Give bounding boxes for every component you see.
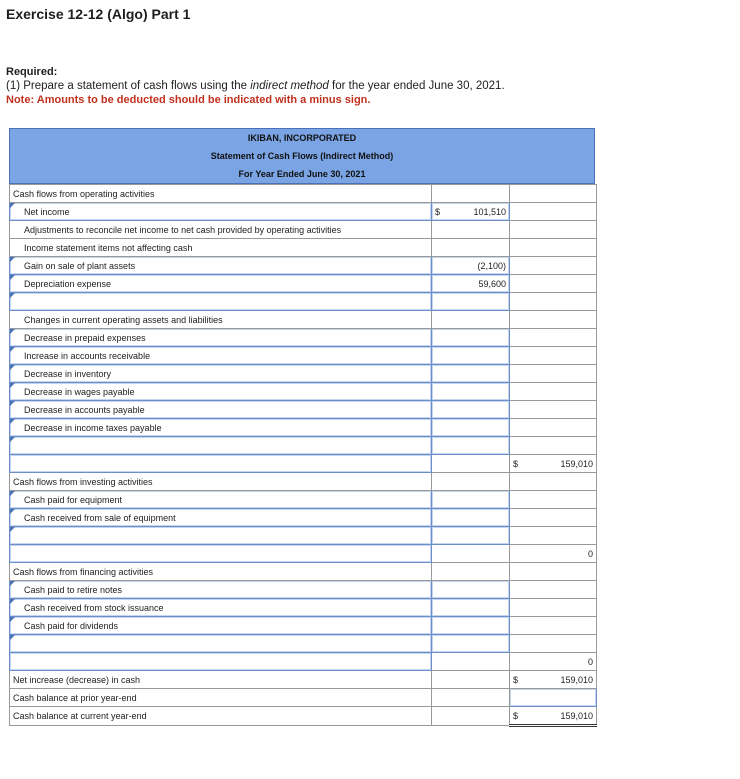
table-row [10, 455, 597, 473]
gain-label[interactable]: Gain on sale of plant assets [10, 257, 432, 275]
table-row [10, 239, 597, 257]
operating-total-amount: $ 159,010 [510, 455, 597, 473]
statement-period: For Year Ended June 30, 2021 [238, 169, 366, 179]
net-income-label[interactable]: Net income [10, 203, 432, 221]
prepaid-label[interactable]: Decrease in prepaid expenses [10, 329, 432, 347]
exercise-title: Exercise 12-12 (Algo) Part 1 [6, 6, 191, 22]
prior-balance-label: Cash balance at prior year-end [10, 689, 432, 707]
investing-header: Cash flows from investing activities [10, 473, 432, 491]
paid-equipment-label[interactable]: Cash paid for equipment [10, 491, 432, 509]
table-row [10, 491, 597, 509]
table-row [10, 689, 597, 707]
table-row [10, 365, 597, 383]
table-row [10, 581, 597, 599]
table-row [10, 509, 597, 527]
retire-notes-amount[interactable] [432, 581, 510, 599]
investing-total-label[interactable] [10, 545, 432, 563]
financing-header: Cash flows from financing activities [10, 563, 432, 581]
paid-equipment-amount[interactable] [432, 491, 510, 509]
income-items-label: Income statement items not affecting cash [10, 239, 432, 257]
table-row [10, 401, 597, 419]
retire-notes-label[interactable]: Cash paid to retire notes [10, 581, 432, 599]
prepaid-amount[interactable] [432, 329, 510, 347]
receivable-amount[interactable] [432, 347, 510, 365]
table-row [10, 707, 597, 726]
net-increase-amount: $ 159,010 [510, 671, 597, 689]
taxes-label[interactable]: Decrease in income taxes payable [10, 419, 432, 437]
table-row [10, 275, 597, 293]
receivable-label[interactable]: Increase in accounts receivable [10, 347, 432, 365]
required-label: Required: [6, 66, 58, 78]
wages-amount[interactable] [432, 383, 510, 401]
table-row [10, 635, 597, 653]
table-row [10, 563, 597, 581]
statement-table [9, 184, 597, 727]
inventory-label[interactable]: Decrease in inventory [10, 365, 432, 383]
table-row [10, 419, 597, 437]
wages-label[interactable]: Decrease in wages payable [10, 383, 432, 401]
changes-label: Changes in current operating assets and liabilities [10, 311, 432, 329]
statement-title: Statement of Cash Flows (Indirect Method) [210, 151, 394, 161]
table-row [10, 437, 597, 455]
empty-label-input[interactable] [10, 437, 432, 455]
payable-label[interactable]: Decrease in accounts payable [10, 401, 432, 419]
current-balance-amount: $ 159,010 [510, 707, 597, 726]
table-row [10, 599, 597, 617]
dividends-amount[interactable] [432, 617, 510, 635]
stock-issuance-label[interactable]: Cash received from stock issuance [10, 599, 432, 617]
table-row [10, 383, 597, 401]
table-row [10, 653, 597, 671]
table-row [10, 203, 597, 221]
prior-balance-amount[interactable] [510, 689, 597, 707]
stock-issuance-amount[interactable] [432, 599, 510, 617]
instruction-method: indirect method [250, 80, 329, 92]
empty-label-input[interactable] [10, 527, 432, 545]
investing-total-amount: 0 [510, 545, 597, 563]
empty-label-input[interactable] [10, 635, 432, 653]
current-balance-label: Cash balance at current year-end [10, 707, 432, 726]
dividends-label[interactable]: Cash paid for dividends [10, 617, 432, 635]
empty-label-input[interactable] [10, 293, 432, 311]
received-equipment-amount[interactable] [432, 509, 510, 527]
table-row [10, 347, 597, 365]
table-row [10, 257, 597, 275]
depreciation-label[interactable]: Depreciation expense [10, 275, 432, 293]
table-row [10, 545, 597, 563]
company-name: IKIBAN, INCORPORATED [247, 133, 357, 143]
operating-header: Cash flows from operating activities [10, 185, 432, 203]
financing-total-amount: 0 [510, 653, 597, 671]
empty-amount-input[interactable] [432, 635, 510, 653]
financing-total-label[interactable] [10, 653, 432, 671]
payable-amount[interactable] [432, 401, 510, 419]
instruction-prefix: (1) Prepare a statement of cash flows using the [6, 80, 251, 92]
table-row [10, 671, 597, 689]
table-row [10, 617, 597, 635]
gain-amount[interactable]: (2,100) [432, 257, 510, 275]
instruction-text [6, 80, 505, 92]
empty-amount-input[interactable] [432, 437, 510, 455]
table-row [10, 185, 597, 203]
table-row [10, 311, 597, 329]
net-income-amount[interactable]: $ 101,510 [432, 203, 510, 221]
net-increase-label: Net increase (decrease) in cash [10, 671, 432, 689]
empty-amount-input[interactable] [432, 527, 510, 545]
cash-flow-statement [9, 128, 595, 727]
table-row [10, 473, 597, 491]
statement-header [9, 128, 595, 184]
note-text: Note: Amounts to be deducted should be indicated with a minus sign. [6, 94, 371, 106]
instruction-suffix: for the year ended June 30, 2021. [328, 80, 505, 92]
received-equipment-label[interactable]: Cash received from sale of equipment [10, 509, 432, 527]
depreciation-amount[interactable]: 59,600 [432, 275, 510, 293]
table-row [10, 221, 597, 239]
operating-total-label[interactable] [10, 455, 432, 473]
table-row [10, 329, 597, 347]
table-row [10, 293, 597, 311]
taxes-amount[interactable] [432, 419, 510, 437]
inventory-amount[interactable] [432, 365, 510, 383]
table-row [10, 527, 597, 545]
adjustments-label: Adjustments to reconcile net income to net cash provided by operating activities [10, 221, 432, 239]
empty-amount-input[interactable] [432, 293, 510, 311]
